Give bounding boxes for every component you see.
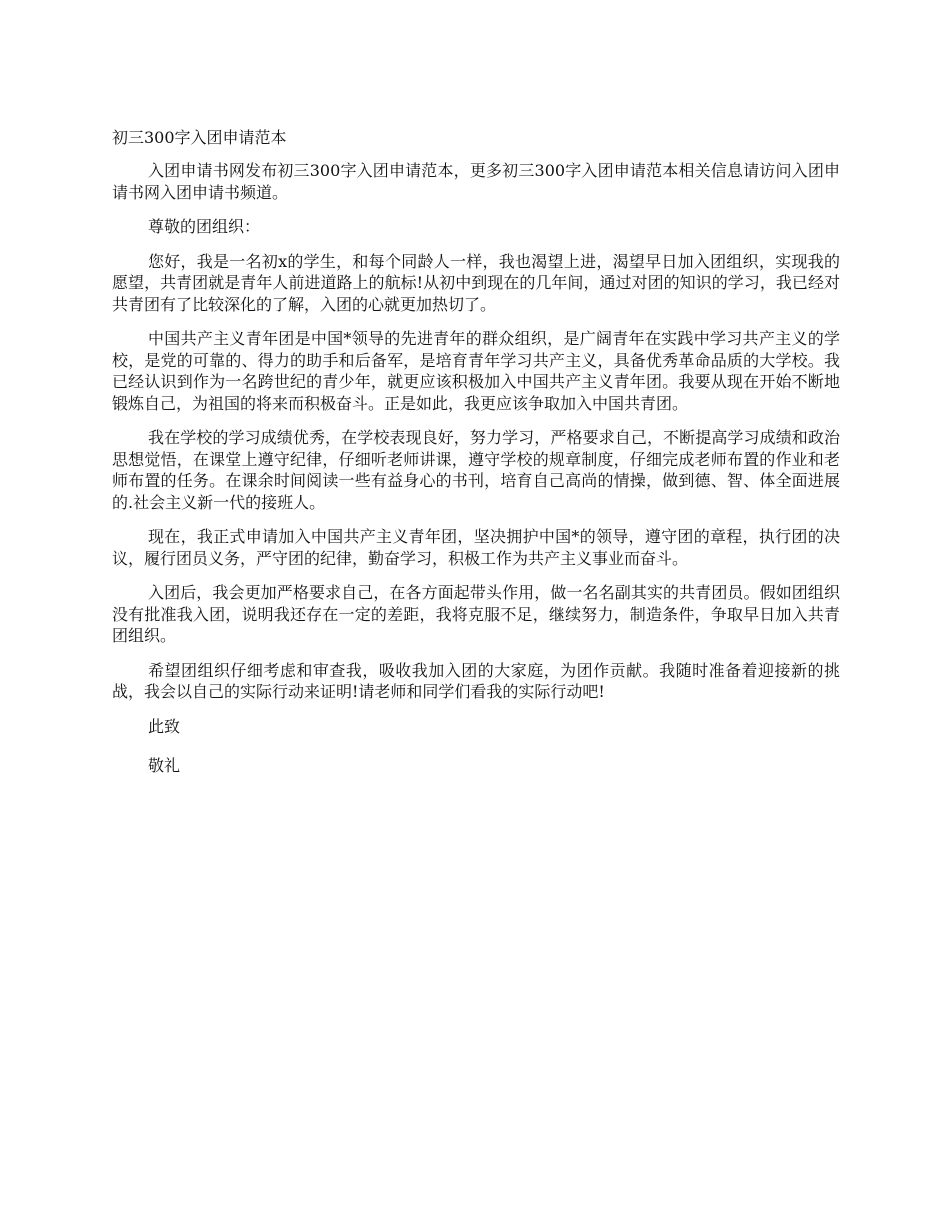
closing-line-1: 此致 — [148, 716, 181, 736]
intro-paragraph: 入团申请书网发布初三300字入团申请范本，更多初三300字入团申请范本相关信息请访问入团申请书网入团申请书频道。 — [112, 161, 840, 202]
body-paragraph: 入团后，我会更加严格要求自己，在各方面起带头作用，做一名名副其实的共青团员。假如团组织没有批准我入团，说明我还存在一定的差距，我将克服不足，继续努力，制造条件，争取早日加入共青团组织。 — [112, 583, 840, 645]
body-paragraph: 您好，我是一名初x的学生，和每个同龄人一样，我也渴望上进，渴望早日加入团组织，实现我的愿望，共青团就是青年人前进道路上的航标!从初中到现在的几年间，通过对团的知识的学习，我已经对共青团有了比较深化的了解，入团的心就更加热切了。 — [112, 251, 840, 314]
document-body — [112, 127, 840, 794]
body-paragraph: 中国共产主义青年团是中国*领导的先进青年的群众组织，是广阔青年在实践中学习共产主义的学校，是党的可靠的、得力的助手和后备军，是培育青年学习共产主义，具备优秀革命品质的大学校。我已经认识到作为一名跨世纪的青少年，就更应该积极加入中国共产主义青年团。我要从现在开始不断地锻炼自己，为祖国的将来而积极奋斗。正是如此，我更应该争取加入中国共青团。 — [112, 329, 840, 413]
closing-line-2: 敬礼 — [148, 755, 181, 775]
body-paragraph: 我在学校的学习成绩优秀，在学校表现良好，努力学习，严格要求自己，不断提高学习成绩和政治思想觉悟，在课堂上遵守纪律，仔细听老师讲课，遵守学校的规章制度，仔细完成老师布置的作业和老师布置的任务。在课余时间阅读一些有益身心的书刊，培育自己高尚的情操，做到德、智、体全面进展的.社会主义新一代的接班人。 — [112, 428, 840, 512]
body-paragraph: 现在，我正式申请加入中国共产主义青年团，坚决拥护中国*的领导，遵守团的章程，执行团的决议，履行团员义务，严守团的纪律，勤奋学习，积极工作为共产主义事业而奋斗。 — [112, 527, 840, 568]
document-title: 初三300字入团申请范本 — [112, 128, 287, 147]
salutation: 尊敬的团组织： — [148, 217, 261, 236]
body-paragraph: 希望团组织仔细考虑和审查我，吸收我加入团的大家庭，为团作贡献。我随时准备着迎接新的挑战，我会以自己的实际行动来证明!请老师和同学们看我的实际行动吧! — [112, 660, 840, 701]
